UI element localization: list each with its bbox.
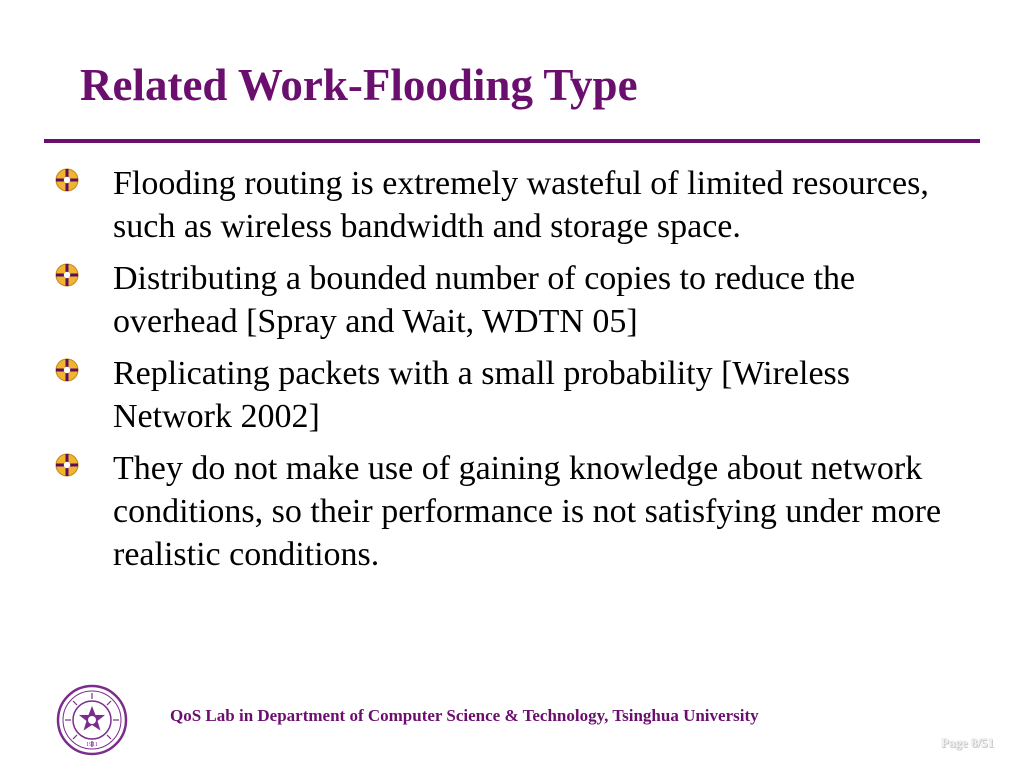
page-number: Page 8/51 [940, 735, 994, 750]
bullet-icon [54, 452, 80, 478]
svg-text:1911: 1911 [86, 742, 98, 748]
bullet-item-spray-and-wait [54, 257, 954, 343]
bullet-item-knowledge [54, 447, 954, 576]
bullet-item-flooding [54, 162, 954, 248]
bullet-list [54, 162, 954, 585]
bullet-icon [54, 357, 80, 383]
slide-title: Related Work-Flooding Type [80, 60, 638, 110]
bullet-text: Flooding routing is extremely wasteful of limited resources, such as wireless bandwidth and storage space. [113, 165, 929, 245]
bullet-icon [54, 262, 80, 288]
footer-text: QoS Lab in Department of Computer Science & Technology, Tsinghua University [170, 706, 759, 725]
bullet-item-probability [54, 352, 954, 438]
bullet-icon [54, 167, 80, 193]
bullet-text: They do not make use of gaining knowledge about network conditions, so their performance is not satisfying under more realistic conditions. [113, 450, 942, 573]
bullet-text: Replicating packets with a small probability [Wireless Network 2002] [113, 355, 850, 435]
title-divider [44, 139, 980, 143]
university-seal-logo [56, 684, 128, 756]
bullet-text: Distributing a bounded number of copies to reduce the overhead [Spray and Wait, WDTN 05] [113, 260, 856, 340]
